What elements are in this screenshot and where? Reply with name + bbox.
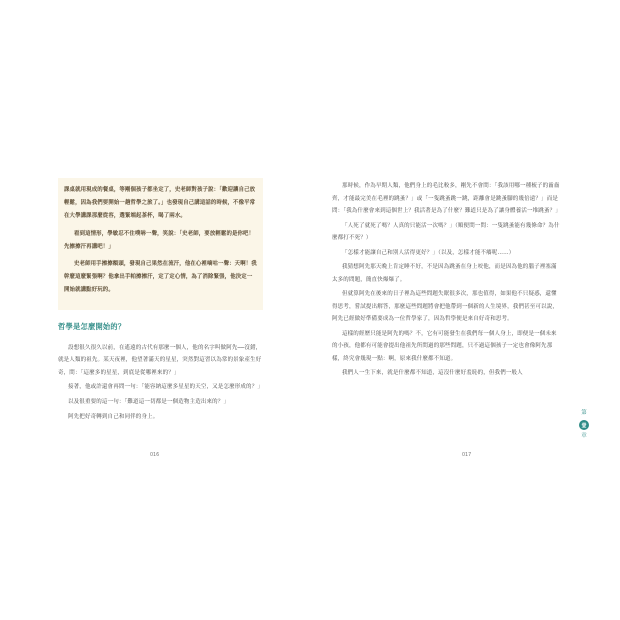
body-paragraph: 接著，他或許還會再問一句：「能容納這麼多星星的天空，又是怎麼形成的？」 <box>68 384 264 391</box>
story-box <box>58 178 263 310</box>
page-number: 016 <box>150 453 160 458</box>
body-paragraph: 我猜想阿先那天晚上肯定睡不好，不是因為跳蚤在身上咬他，而是因為他的腦子裡塞滿太多的問題，簡直快爆爆了。 <box>332 264 557 283</box>
chapter-tab <box>578 410 590 440</box>
right-column <box>332 180 562 382</box>
body-paragraph: 設想很久很久以前，在遙遠的古代有那麼一個人，他的名字叫做阿先──沒錯，就是人類的祖先。某天夜裡，他望著滿天的星星，突然對這習以為常的景象產生好奇，問：「這麼多的星星，到底是從哪裡來的？」 <box>58 344 262 376</box>
page-number: 017 <box>462 453 472 458</box>
story-paragraph: 史老師用手擦擦額頭，發現自己果然在流汗，他在心裡嘀咕一聲：天啊！我幹麼這麼緊張啊？他拿出手帕擦擦汗，定了定心情，為了消除緊張，他決定一開始就講點好玩的。 <box>64 261 257 294</box>
body-paragraph: 這樣的經歷只能是阿先的嗎？不，它有可能發生在我們每一個人身上，即便是一個未來的小孩，他都有可能會提出他祖先所問過的那些問題，只不過這個孩子一定也會像阿先那樣，終究會幾現一點：啊，原來我什麼都不知道。 <box>332 330 557 362</box>
body-paragraph: 「怎樣才能讓自己和別人活得更好？」（以及，怎樣才能不癢呢……） <box>342 249 515 256</box>
body-paragraph: 「人死了就死了嗎？人真的只能活一次嗎？」（順便問一問：一隻跳蚤能有幾條命？為什麼都打不死？） <box>332 222 560 241</box>
body-paragraph: 阿先把好奇轉到自己和同伴的身上。 <box>68 413 159 420</box>
right-page <box>312 0 620 620</box>
body-paragraph: 我們人一生下來，就是什麼都不知道，這沒什麼好羞恥的，但我們一般人 <box>342 370 523 376</box>
chapter-tab-top: 第 <box>581 410 587 416</box>
story-paragraph: 看到這情形，學敏忍不住噗哧一聲，笑說：「史老師，要放輕鬆的是你吧！先擦擦汗再講吧！」 <box>64 230 255 250</box>
section-title: 哲學是怎麼開始的？ <box>58 321 126 331</box>
body-paragraph: 以及很重要的這一句：「難道這一切都是一個造物主造出來的？」 <box>68 399 230 405</box>
left-column <box>58 178 263 425</box>
chapter-number-badge: 壹 <box>579 420 589 430</box>
chapter-tab-bottom: 章 <box>581 433 587 439</box>
story-paragraph: 課桌就用現成的餐桌，等剛個孩子都坐定了，史老師對孩子說：「歡迎讓自己放輕鬆，因為我們要開始一趟哲學之旅了。」也發現自己講這話的時候，不像平常在大學講課那麼從容，選緊端起茶杯，喝了兩水。 <box>64 187 256 220</box>
body-paragraph: 但就算阿先在後來的日子裡為這些問題失眠很多次，那也值得，如果他不只疑惑，還懂得思考，嘗試提出解答，那麼這些問題將會把他帶到一個新的人生境界，我們甚至可以說，阿先已經做好準備要成為一位哲學家了，因為哲學便是來自好奇和思考。 <box>332 291 559 322</box>
body-paragraph: 那時候，作為早期人類，他們身上的毛比較多，剛先不會問：「我該用哪一種梳子的齒齒齊，才能最完美在毛裡的跳蚤？」或「一隻跳蚤跳一跳，距離會是跳蚤腳的幾倍遠？」而是問：「我為什麼會來到這個世上？我活著是為了什麼？難道只是為了讓身體養活一堆跳蚤？」 <box>332 183 561 214</box>
